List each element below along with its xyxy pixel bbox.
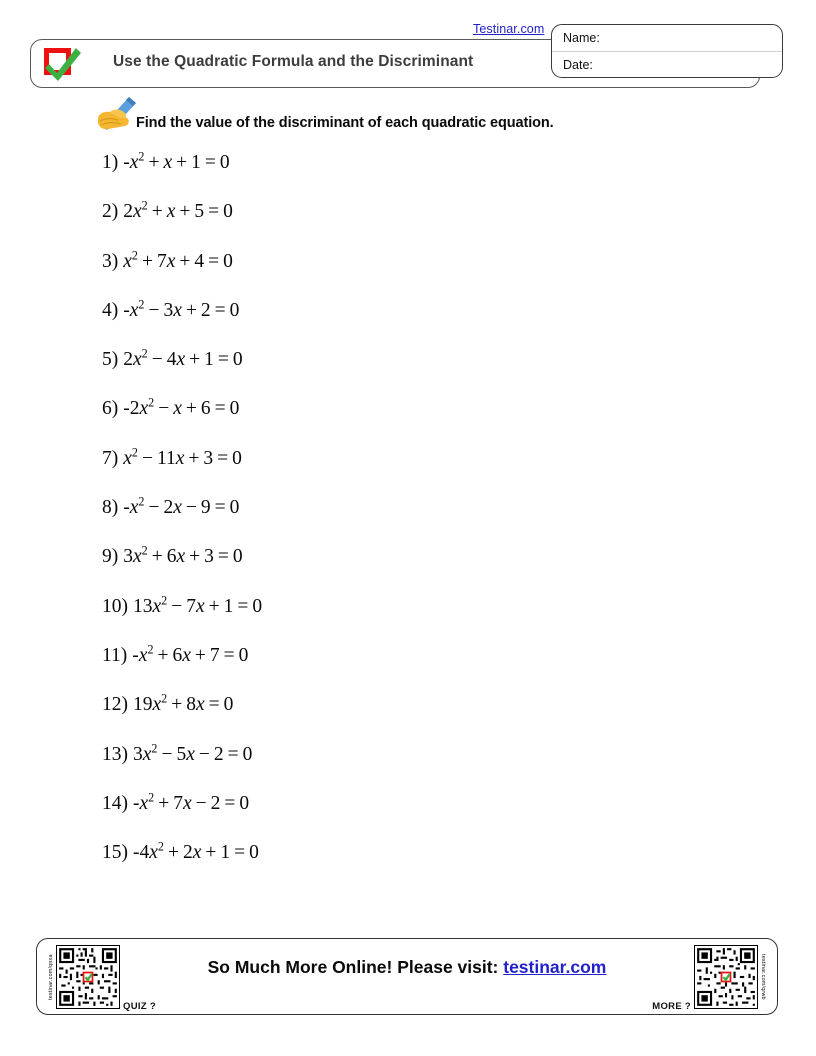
problem-number: 10) (102, 595, 128, 617)
problem-item (102, 297, 742, 349)
problem-number: 6) (102, 398, 119, 420)
problem-item (102, 198, 742, 250)
problem-item (102, 593, 742, 645)
problem-equation: $-4x^2 + 2x + 1 = 0$ (133, 839, 259, 864)
qr-code-icon[interactable] (694, 945, 758, 1009)
problem-equation: $x^2 - 11x + 3 = 0$ (123, 445, 242, 469)
name-date-box (551, 24, 783, 78)
problem-equation: $13x^2 - 7x + 1 = 0$ (133, 593, 263, 617)
problem-equation: $x^2 + 7x + 4 = 0$ (123, 248, 233, 272)
more-qr-block[interactable] (652, 944, 771, 1012)
problem-item (102, 642, 742, 694)
problem-item (102, 445, 742, 497)
problem-number: 4) (102, 299, 119, 321)
green-check-icon (41, 44, 83, 84)
problem-equation: $3x^2 - 5x - 2 = 0$ (133, 741, 253, 765)
problem-item (102, 395, 742, 447)
instruction-text: Find the value of the discriminant of each quadratic equation. (136, 115, 554, 131)
checkmark-in-red-square-icon (41, 44, 83, 84)
problem-item (102, 248, 742, 300)
problem-number: 11) (102, 644, 128, 666)
problem-equation: $-x^2 - 2x - 9 = 0$ (123, 494, 240, 519)
problem-item (102, 149, 742, 201)
problem-number: 13) (102, 743, 128, 765)
problem-number: 15) (102, 842, 128, 864)
left-qr-side-text: testinar.com/qnxa (48, 954, 54, 1000)
right-qr-side-text: testinar.com/qrwb (760, 954, 766, 1000)
problem-number: 7) (102, 447, 119, 469)
name-label: Name: (563, 31, 600, 45)
problem-number: 14) (102, 792, 128, 814)
problem-equation: $19x^2 + 8x = 0$ (133, 691, 234, 716)
testinar-site-link[interactable]: Testinar.com (473, 22, 545, 36)
problem-equation: $2x^2 + x + 5 = 0$ (123, 198, 233, 223)
problem-list (102, 149, 742, 891)
footer-banner (36, 938, 778, 1015)
problem-item (102, 839, 742, 891)
problem-item (102, 543, 742, 595)
date-field-row[interactable] (552, 52, 782, 78)
problem-number: 8) (102, 497, 119, 519)
page-title: Use the Quadratic Formula and the Discriminant (113, 53, 474, 70)
problem-number: 9) (102, 546, 119, 568)
date-label: Date: (563, 58, 593, 72)
problem-number: 5) (102, 349, 119, 371)
problem-equation: $-2x^2 - x + 6 = 0$ (123, 395, 240, 420)
name-field-row[interactable] (552, 25, 782, 52)
problem-number: 3) (102, 250, 119, 272)
problem-item (102, 741, 742, 793)
problem-equation: $-x^2 - 3x + 2 = 0$ (123, 297, 240, 321)
footer-message (37, 957, 777, 978)
problem-item (102, 494, 742, 546)
problem-equation: $2x^2 - 4x + 1 = 0$ (123, 346, 243, 371)
problem-number: 1) (102, 152, 119, 173)
problem-equation: $-x^2 + 6x + 7 = 0$ (132, 642, 249, 666)
problem-item (102, 790, 742, 842)
problem-item (102, 691, 742, 743)
problem-equation: $-x^2 + 7x - 2 = 0$ (133, 790, 250, 814)
more-qr-caption: MORE ? (652, 1001, 691, 1012)
quiz-qr-caption: QUIZ ? (123, 1001, 156, 1012)
problem-equation: $-x^2 + x + 1 = 0$ (123, 149, 230, 173)
instruction-line (96, 96, 554, 134)
problem-number: 2) (102, 201, 119, 223)
problem-number: 12) (102, 694, 128, 716)
footer-message-text: So Much More Online! Please visit: (207, 957, 504, 977)
footer-testinar-link[interactable]: testinar.com (503, 957, 607, 977)
problem-item (102, 346, 742, 398)
problem-equation: $3x^2 + 6x + 3 = 0$ (123, 543, 243, 568)
